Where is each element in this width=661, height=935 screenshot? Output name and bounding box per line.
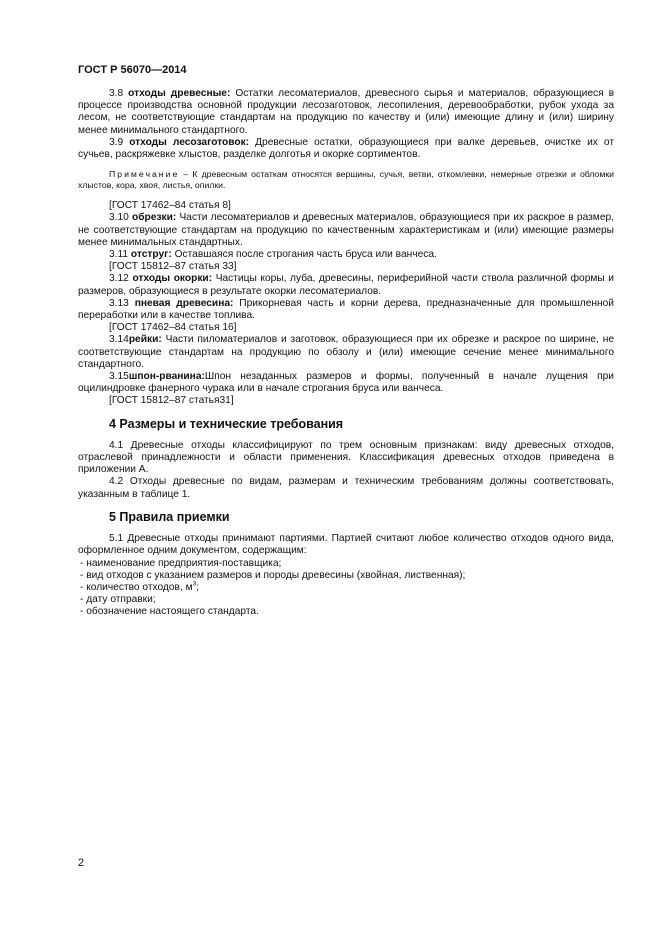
clause-number: 3.10	[109, 212, 133, 224]
definition-text: Части лесоматериалов и древесных материалов, образующиеся при их раскрое в размер, не соответствующие стандартам на продукцию по качественным характеристикам и (или) имеющие размеры менее минимальных стандартных.	[78, 212, 614, 248]
definition-3-11	[78, 249, 614, 261]
definition-text: Части пиломатериалов и заготовок, образующиеся при их обрезке и раскрое по ширине, не соответствующие стандартам на продукцию по обзолу и (или) имеющие сечение менее минимального стандартного.	[78, 334, 614, 370]
paragraph-4-1: 4.1 Древесные отходы классифицируют по трем основным признакам: виду древесных отходов, отраслевой принадлежности и области применения. Классификация древесных отходов приведена в приложении А.	[78, 439, 614, 476]
definition-text: Частицы коры, луба, древесины, периферийной части ствола различной формы и размеров, образующиеся в результате окорки лесоматериалов.	[78, 273, 614, 297]
clause-number: 3.9	[109, 136, 130, 148]
definition-3-15	[78, 371, 614, 395]
note-text: – К древесным остаткам относятся вершины, сучья, ветви, откомлевки, немерные отрезки и обломки хлыстов, кора, хвоя, листья, опилки.	[78, 169, 614, 191]
definition-text: Шпон незаданных размеров и формы, полученный в начале лущения при оцилиндровке фанерного чурака или в начале строгания бруса или ванчеса.	[78, 371, 614, 395]
section-4-heading: 4 Размеры и технические требования	[109, 416, 344, 431]
term: пневая древесина:	[134, 297, 234, 309]
definition-3-12	[78, 273, 614, 297]
note-label: Примечание	[109, 169, 180, 180]
clause-number: 3.8	[109, 88, 129, 99]
definition-3-9	[78, 137, 614, 161]
clause-number: 3.13	[109, 297, 135, 309]
superscript: 3	[192, 580, 197, 588]
term: отструг:	[130, 249, 172, 261]
reference: [ГОСТ 17462–84 статья 16]	[109, 322, 237, 334]
term: рейки:	[128, 334, 162, 346]
clause-number: 3.12	[109, 273, 133, 285]
list-item: - наименование предприятия-поставщика;	[80, 557, 282, 569]
document-body	[78, 88, 614, 619]
list-item	[80, 582, 614, 594]
list-item-tail: ;	[196, 581, 200, 593]
clause-number: 3.14	[109, 334, 129, 346]
definition-text: Прикорневая часть и корни дерева, предназначенные для промышленной переработки или в качестве топлива.	[78, 297, 614, 322]
clause-number: 3.15	[109, 371, 129, 383]
definition-text: Оставшаяся после строгания часть бруса или ванчеса.	[171, 249, 437, 261]
term: обрезки:	[132, 212, 177, 224]
paragraph-5-1: 5.1 Древесные отходы принимают партиями. Партией считают любое количество отходов одного вида, оформленное одним документом, содержащим:	[78, 533, 614, 557]
list-item-text: - количество отходов, м	[80, 581, 193, 593]
requirements-list	[80, 558, 614, 619]
reference: [ГОСТ 15812–87 статья31]	[109, 395, 234, 407]
definition-3-10	[78, 212, 614, 249]
note	[78, 169, 614, 191]
definition-3-14	[78, 334, 614, 371]
term: отходы окорки:	[132, 273, 213, 285]
page-number: 2	[78, 857, 85, 869]
list-item: - обозначение настоящего стандарта.	[80, 606, 259, 618]
document-header: ГОСТ Р 56070—2014	[78, 64, 187, 76]
definition-3-8	[78, 88, 614, 137]
definition-3-13	[78, 298, 614, 322]
reference: [ГОСТ 15812–87 статья 33]	[109, 261, 237, 273]
term: отходы лесозаготовок:	[129, 136, 250, 148]
section-5-heading: 5 Правила приемки	[109, 509, 230, 524]
paragraph-4-2: 4.2 Отходы древесные по видам, размерам и техническим требованиям должны соответствовать, указанным в таблице 1.	[78, 476, 614, 500]
clause-number: 3.11	[109, 249, 131, 261]
list-item: - вид отходов с указанием размеров и породы древесины (хвойная, лиственная);	[80, 569, 466, 581]
term: шпон-рванина:	[128, 371, 205, 383]
definition-text: Древесные остатки, образующиеся при валке деревьев, очистке их от сучьев, раскряжевке хлыстов, разделке долготья и окорке сортиментов.	[78, 136, 614, 161]
list-item: - дату отправки;	[80, 594, 156, 606]
term: отходы древесные:	[128, 88, 231, 99]
definition-text: Остатки лесоматериалов, древесного сырья и материалов, образующиеся в процессе производства основной продукции лесозаготовок, лесопиления, деревообработки, рубок ухода за лесом, не соответствующие стандартам на продукцию по качеству и (или) имеющие длину и (или) ширину менее минимального стандартного.	[78, 88, 614, 136]
reference: [ГОСТ 17462–84 статья 8]	[109, 200, 231, 212]
